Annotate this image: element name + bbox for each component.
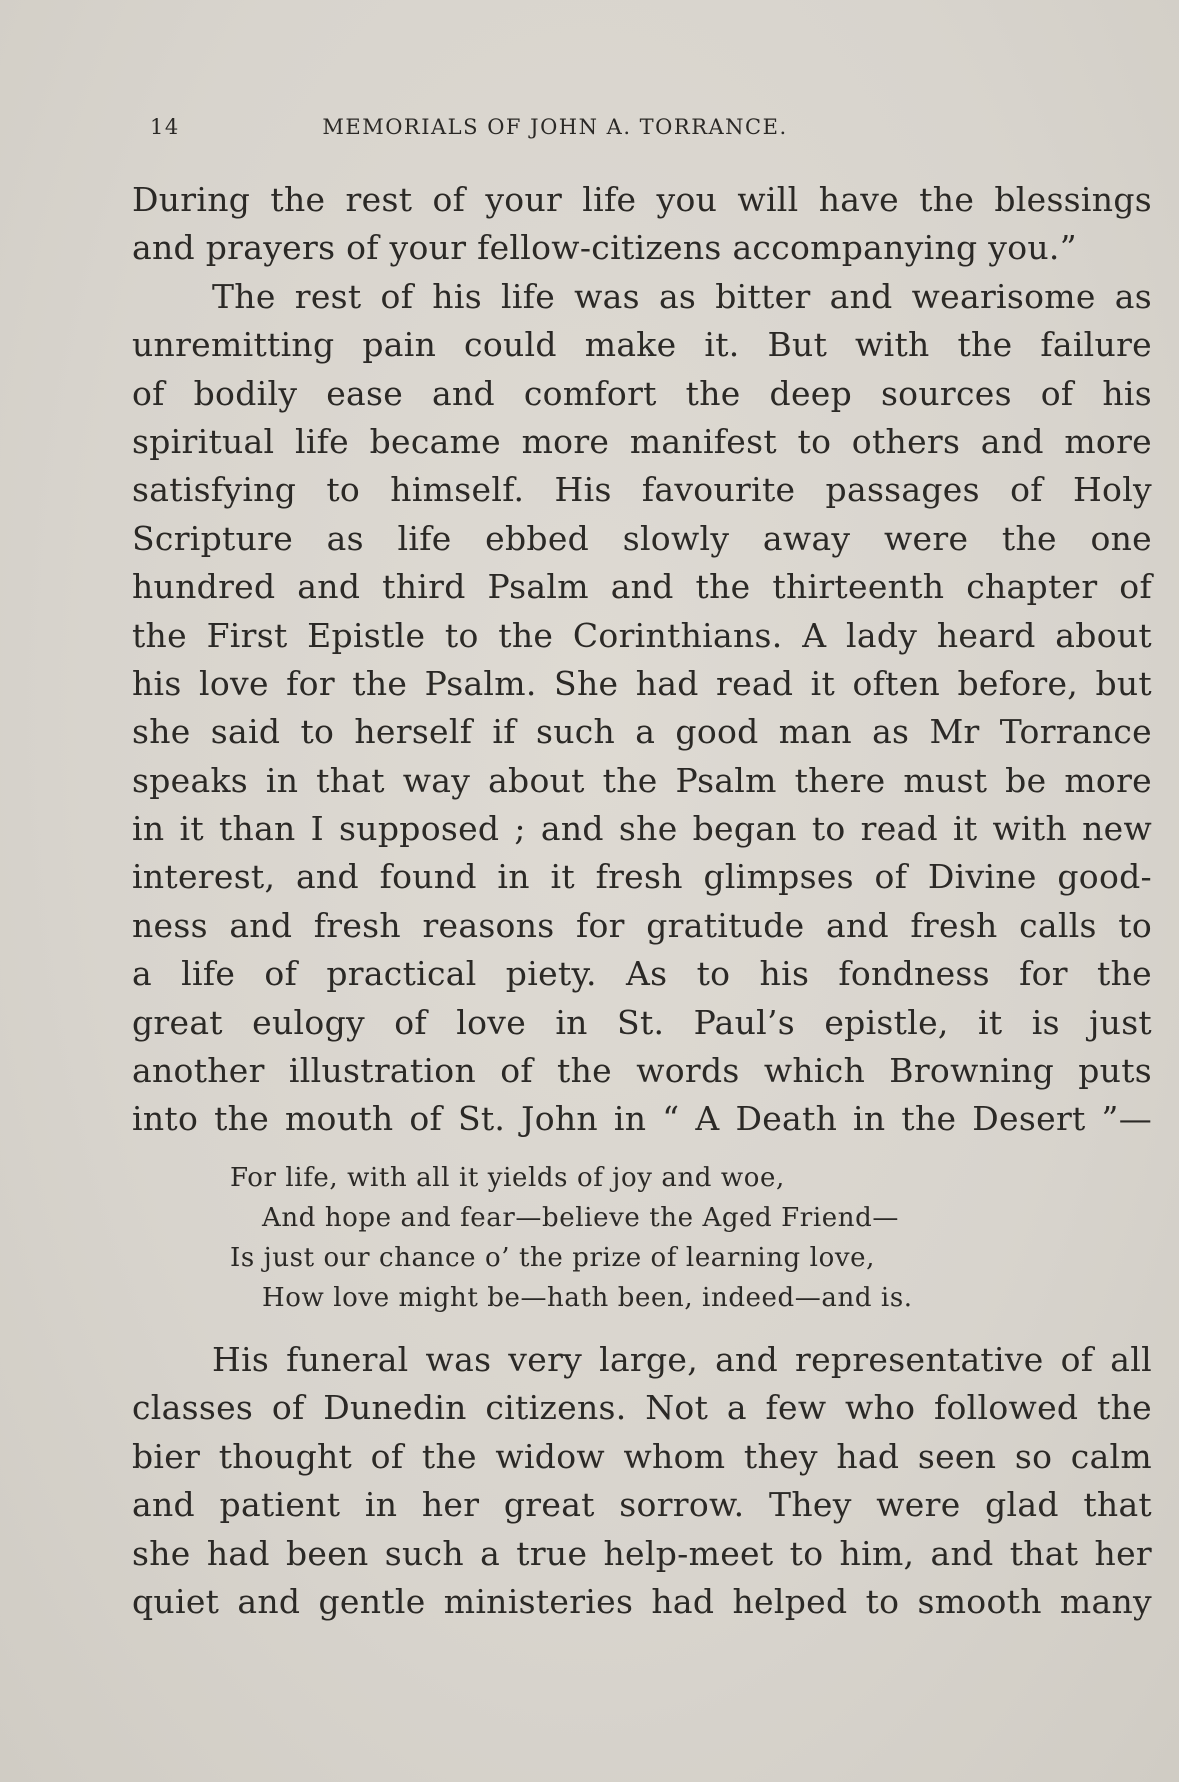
- text-line: During the rest of your life you will have the blessings: [132, 180, 1152, 219]
- text-line: satisfying to himself. His favourite passages of Holy: [132, 470, 1152, 510]
- running-title: MEMORIALS OF JOHN A. TORRANCE.: [322, 115, 788, 139]
- text-line: and patient in her great sorrow. They were glad that: [132, 1485, 1152, 1525]
- text-line: bier thought of the widow whom they had seen so calm: [132, 1436, 1152, 1476]
- text-line: His funeral was very large, and representative of all: [212, 1340, 1152, 1379]
- poem-line: And hope and fear—believe the Aged Friend—: [262, 1203, 899, 1233]
- page-number: 14: [150, 115, 180, 139]
- text-line: into the mouth of St. John in “ A Death in the Desert ”—: [132, 1099, 1152, 1139]
- text-line: ness and fresh reasons for gratitude and fresh calls to: [132, 905, 1152, 945]
- text-line: unremitting pain could make it. But with the failure: [132, 325, 1152, 365]
- text-line: a life of practical piety. As to his fondness for the: [132, 954, 1152, 994]
- text-line: quiet and gentle ministeries had helped to smooth many: [132, 1581, 1152, 1621]
- body-text-upper: [132, 176, 1152, 1144]
- text-line: great eulogy of love in St. Paul’s epistle, it is just: [132, 1002, 1152, 1042]
- text-line: and prayers of your fellow-citizens accompanying you.”: [132, 228, 1077, 268]
- text-line: Scripture as life ebbed slowly away were the one: [132, 518, 1152, 558]
- text-line: in it than I supposed ; and she began to read it with new: [132, 809, 1152, 849]
- text-line: The rest of his life was as bitter and wearisome as: [212, 276, 1152, 316]
- poem-line: For life, with all it yields of joy and woe,: [230, 1163, 785, 1193]
- poem-quotation: [230, 1158, 1050, 1318]
- text-line: another illustration of the words which Browning puts: [132, 1051, 1152, 1091]
- text-line: hundred and third Psalm and the thirteenth chapter of: [132, 567, 1152, 607]
- text-line: of bodily ease and comfort the deep sources of his: [132, 373, 1152, 413]
- text-line: interest, and found in it fresh glimpses of Divine good-: [132, 857, 1152, 897]
- text-line: the First Epistle to the Corinthians. A lady heard about: [132, 615, 1152, 655]
- text-line: she said to herself if such a good man as Mr Torrance: [132, 712, 1152, 752]
- text-line: his love for the Psalm. She had read it often before, but: [132, 663, 1152, 703]
- poem-line: How love might be—hath been, indeed—and is.: [262, 1283, 913, 1313]
- text-line: classes of Dunedin citizens. Not a few who followed the: [132, 1388, 1152, 1428]
- text-line: speaks in that way about the Psalm there must be more: [132, 760, 1152, 800]
- text-line: she had been such a true help-meet to him, and that her: [132, 1533, 1152, 1573]
- page-header: [150, 115, 920, 151]
- body-text-lower: [132, 1336, 1152, 1626]
- text-line: spiritual life became more manifest to others and more: [132, 421, 1152, 461]
- poem-line: Is just our chance o’ the prize of learning love,: [230, 1243, 875, 1273]
